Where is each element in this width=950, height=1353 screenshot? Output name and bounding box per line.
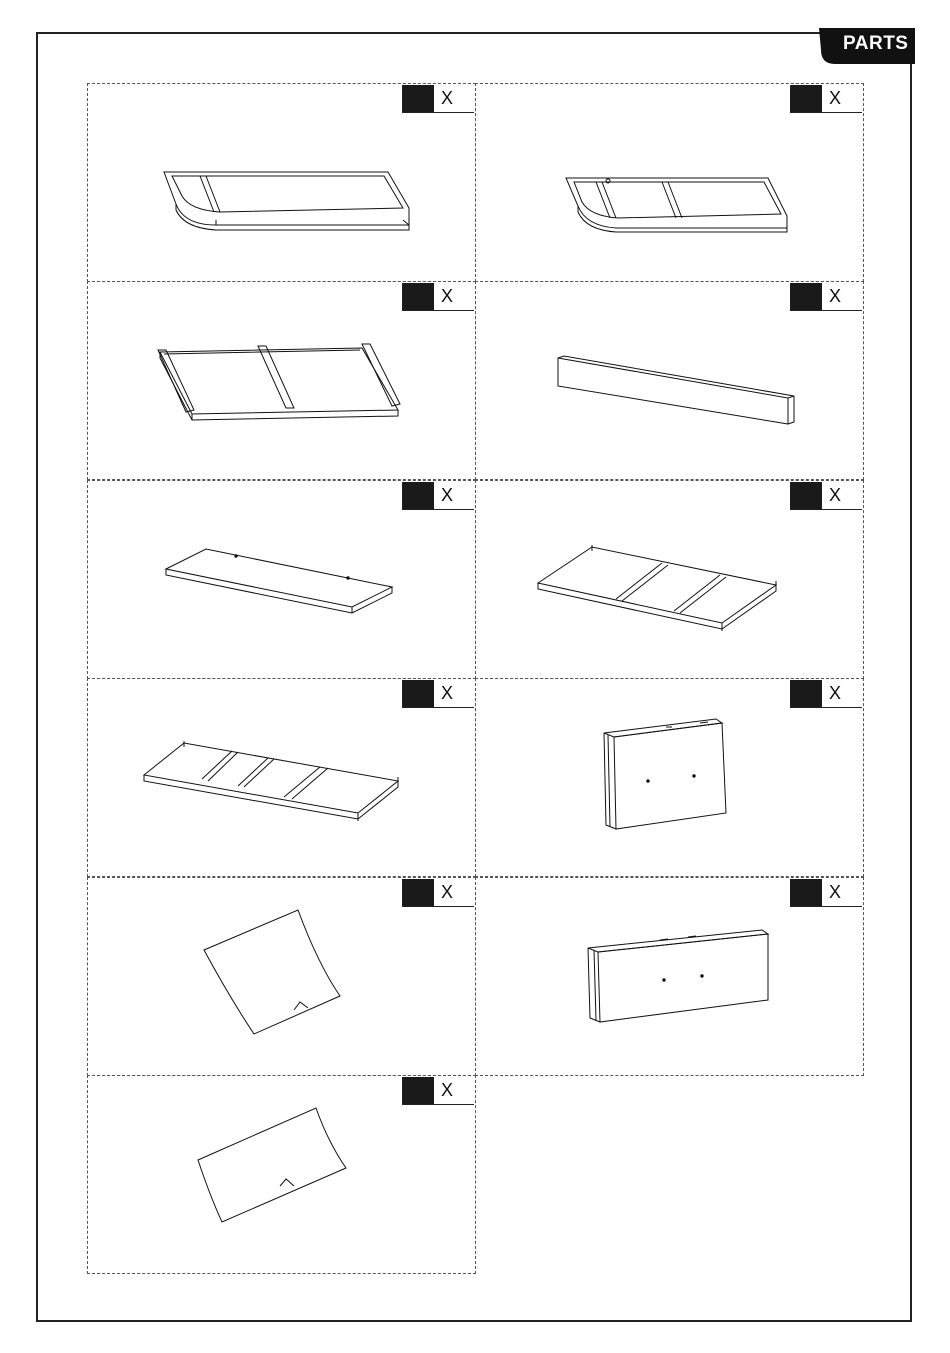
rail-frame-4-section-icon xyxy=(88,679,477,878)
section-title: PARTS xyxy=(843,33,909,54)
rectangular-frame-icon xyxy=(88,282,477,481)
quantity-box: X xyxy=(790,482,862,510)
quantity-box: X xyxy=(790,680,862,708)
quantity-box: X xyxy=(790,85,862,113)
curved-frame-right-icon xyxy=(476,84,865,283)
part-cell xyxy=(475,480,864,679)
quantity-box: X xyxy=(402,1077,474,1105)
part-cell xyxy=(475,678,864,877)
section-tab xyxy=(815,28,915,64)
part-cell xyxy=(87,480,476,679)
part-cell xyxy=(475,877,864,1076)
quantity-box: X xyxy=(402,482,474,510)
quantity-box: X xyxy=(790,879,862,907)
curved-frame-left-icon xyxy=(88,84,477,283)
rail-frame-3-section-icon xyxy=(476,481,865,680)
flat-panel-icon xyxy=(88,481,477,680)
part-cell xyxy=(87,877,476,1076)
long-board-icon xyxy=(476,282,865,481)
part-cell xyxy=(87,1075,476,1274)
quantity-box: X xyxy=(402,283,474,311)
part-cell xyxy=(475,83,864,282)
quantity-box: X xyxy=(402,879,474,907)
fabric-sheet-long-icon xyxy=(88,1076,477,1275)
part-cell xyxy=(87,281,476,480)
part-cell xyxy=(87,678,476,877)
quantity-box: X xyxy=(402,680,474,708)
quantity-box: X xyxy=(790,283,862,311)
cushion-square-icon xyxy=(476,679,865,878)
cushion-long-icon xyxy=(476,878,865,1077)
quantity-box: X xyxy=(402,85,474,113)
part-cell xyxy=(475,281,864,480)
fabric-sheet-icon xyxy=(88,878,477,1077)
part-cell xyxy=(87,83,476,282)
